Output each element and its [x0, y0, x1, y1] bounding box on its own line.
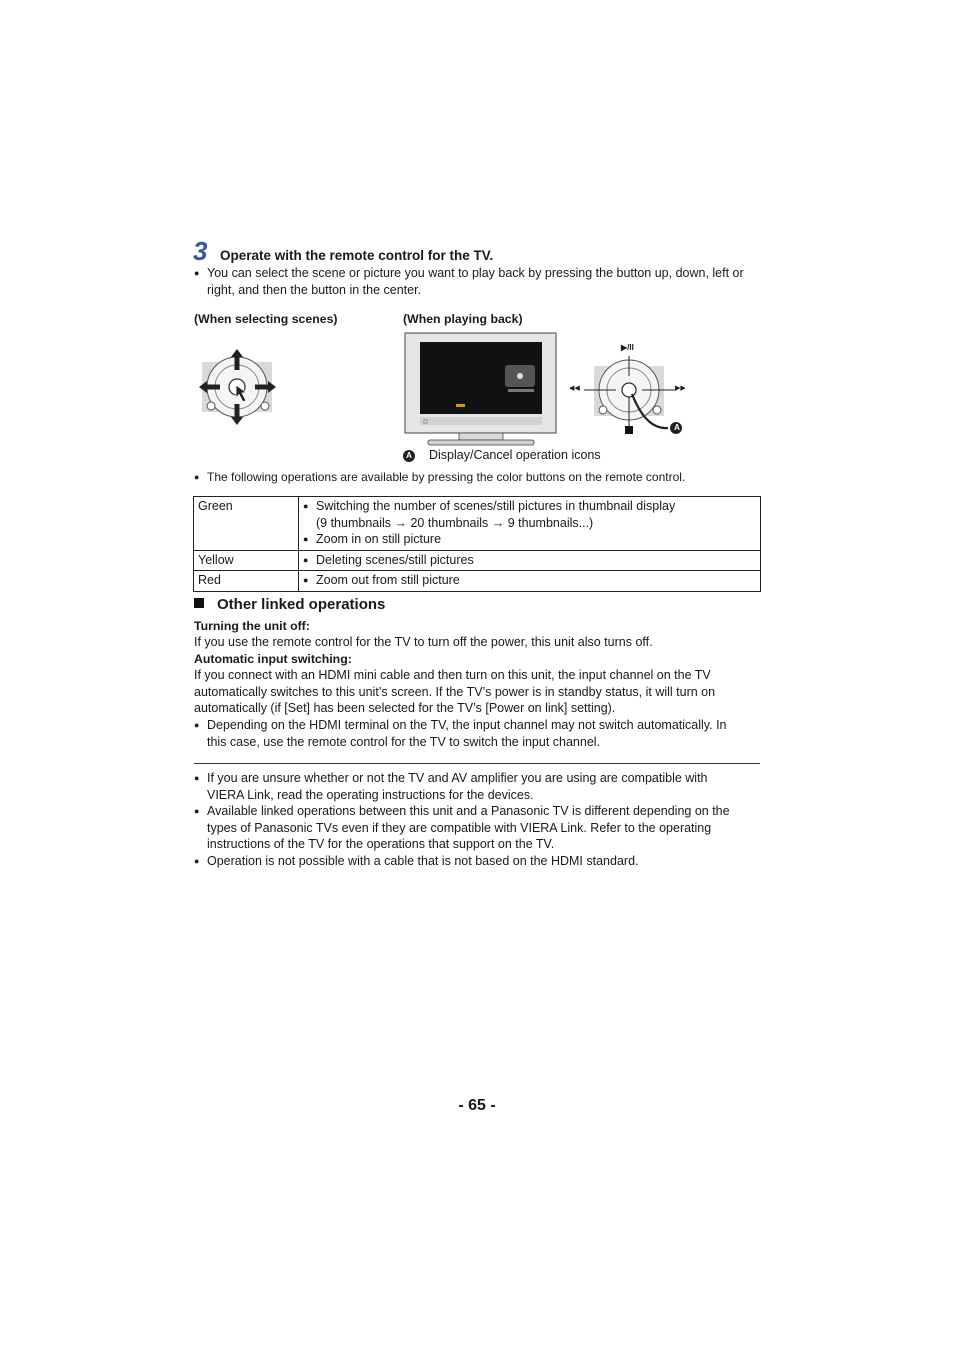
note-item	[194, 770, 769, 803]
rewind-icon: ◀◀	[569, 385, 580, 392]
section-heading	[194, 595, 385, 615]
bullet-dot-icon: ●	[303, 534, 309, 544]
auto-input-heading: Automatic input switching:	[194, 652, 352, 666]
paragraph-line: Depending on the HDMI terminal on the TV, the input channel may not switch automatically. In	[207, 718, 727, 732]
bullet-dot-icon: ●	[303, 575, 309, 585]
step-bullet-line: right, and then the button in the center.	[207, 283, 422, 297]
bullet-dot-icon: ●	[194, 806, 200, 816]
step-bullet	[194, 265, 769, 299]
marker-a-caption-letter: A	[406, 451, 412, 460]
bullet-dot-icon: ●	[194, 720, 200, 730]
table-row	[194, 497, 761, 551]
row-color: Red	[194, 571, 299, 592]
row-operations	[299, 550, 761, 571]
step-number: 3	[193, 236, 208, 266]
turning-off-heading: Turning the unit off:	[194, 619, 310, 633]
list-item	[303, 572, 756, 589]
paragraph-line: automatically (if [Set] has been selected for the TV’s [Power on link] setting).	[194, 701, 616, 716]
bullet-dot-icon: ●	[194, 856, 200, 866]
table-row	[194, 571, 761, 592]
fast-forward-icon: ▶▶	[675, 385, 686, 392]
note-item	[194, 803, 769, 853]
square-bullet-icon	[194, 598, 204, 608]
paragraph-line: this case, use the remote control for the TV to switch the input channel.	[207, 734, 601, 749]
step-title: Operate with the remote control for the TV.	[220, 248, 494, 263]
paragraph-line: If you are unsure whether or not the TV and AV amplifier you are using are compatible with	[207, 771, 708, 785]
row-color: Yellow	[194, 550, 299, 571]
list-item-text: Switching the number of scenes/still pictures in thumbnail display	[316, 499, 676, 513]
auto-input-text	[194, 667, 769, 717]
remote-dpad-select-illustration	[196, 346, 280, 428]
bullet-dot-icon: ●	[194, 472, 200, 482]
bullet-dot-icon: ●	[303, 554, 309, 565]
list-item	[303, 531, 756, 548]
note-item	[194, 853, 769, 870]
color-buttons-note-text: The following operations are available by pressing the color buttons on the remote control.	[207, 470, 686, 484]
row-color: Green	[194, 497, 299, 551]
row-operations	[299, 497, 761, 551]
figure-label-selecting: (When selecting scenes)	[194, 312, 338, 326]
hdmi-note	[194, 717, 769, 750]
paragraph-line: instructions of the TV for the operations that support on the TV.	[207, 837, 555, 852]
bullet-dot-icon: ●	[194, 268, 200, 278]
play-pause-icon: ▶/II	[621, 343, 634, 352]
list-item-text: Zoom out from still picture	[316, 573, 460, 587]
color-button-operations-table	[193, 496, 761, 592]
list-item	[303, 552, 756, 569]
section-title: Other linked operations	[217, 596, 386, 613]
paragraph-line: VIERA Link, read the operating instructions for the devices.	[207, 787, 534, 802]
paragraph-line: If you connect with an HDMI mini cable and then turn on this unit, the input channel on the TV	[194, 668, 711, 682]
paragraph-line: Operation is not possible with a cable that is not based on the HDMI standard.	[207, 854, 639, 868]
color-buttons-note	[194, 469, 769, 486]
marker-a-label: A	[674, 423, 680, 432]
list-item-text: Zoom in on still picture	[316, 532, 442, 546]
marker-caption: Display/Cancel operation icons	[429, 448, 601, 462]
paragraph-line: automatically switches to this unit’s screen. If the TV’s power is in standby status, it will turn on	[194, 684, 716, 699]
paragraph-line: types of Panasonic TVs even if they are compatible with VIERA Link. Refer to the operating	[207, 820, 712, 835]
paragraph-line: Available linked operations between this unit and a Panasonic TV is different depending on the	[207, 804, 730, 818]
list-item-text: Deleting scenes/still pictures	[316, 552, 474, 567]
page-number: - 65 -	[458, 1097, 496, 1114]
bullet-dot-icon: ●	[194, 773, 200, 783]
row-operations	[299, 571, 761, 592]
bullet-dot-icon: ●	[303, 501, 309, 511]
list-item	[303, 498, 756, 515]
table-row	[194, 550, 761, 571]
tv-screen-illustration	[404, 332, 558, 448]
divider	[194, 763, 760, 764]
list-item-continuation: (9 thumbnails → 20 thumbnails → 9 thumbnails...)	[316, 515, 594, 530]
turning-off-text: If you use the remote control for the TV to turn off the power, this unit also turns off.	[194, 635, 653, 649]
figure-label-playing: (When playing back)	[403, 312, 523, 326]
step-bullet-line: You can select the scene or picture you want to play back by pressing the button up, down, left or	[207, 266, 744, 280]
